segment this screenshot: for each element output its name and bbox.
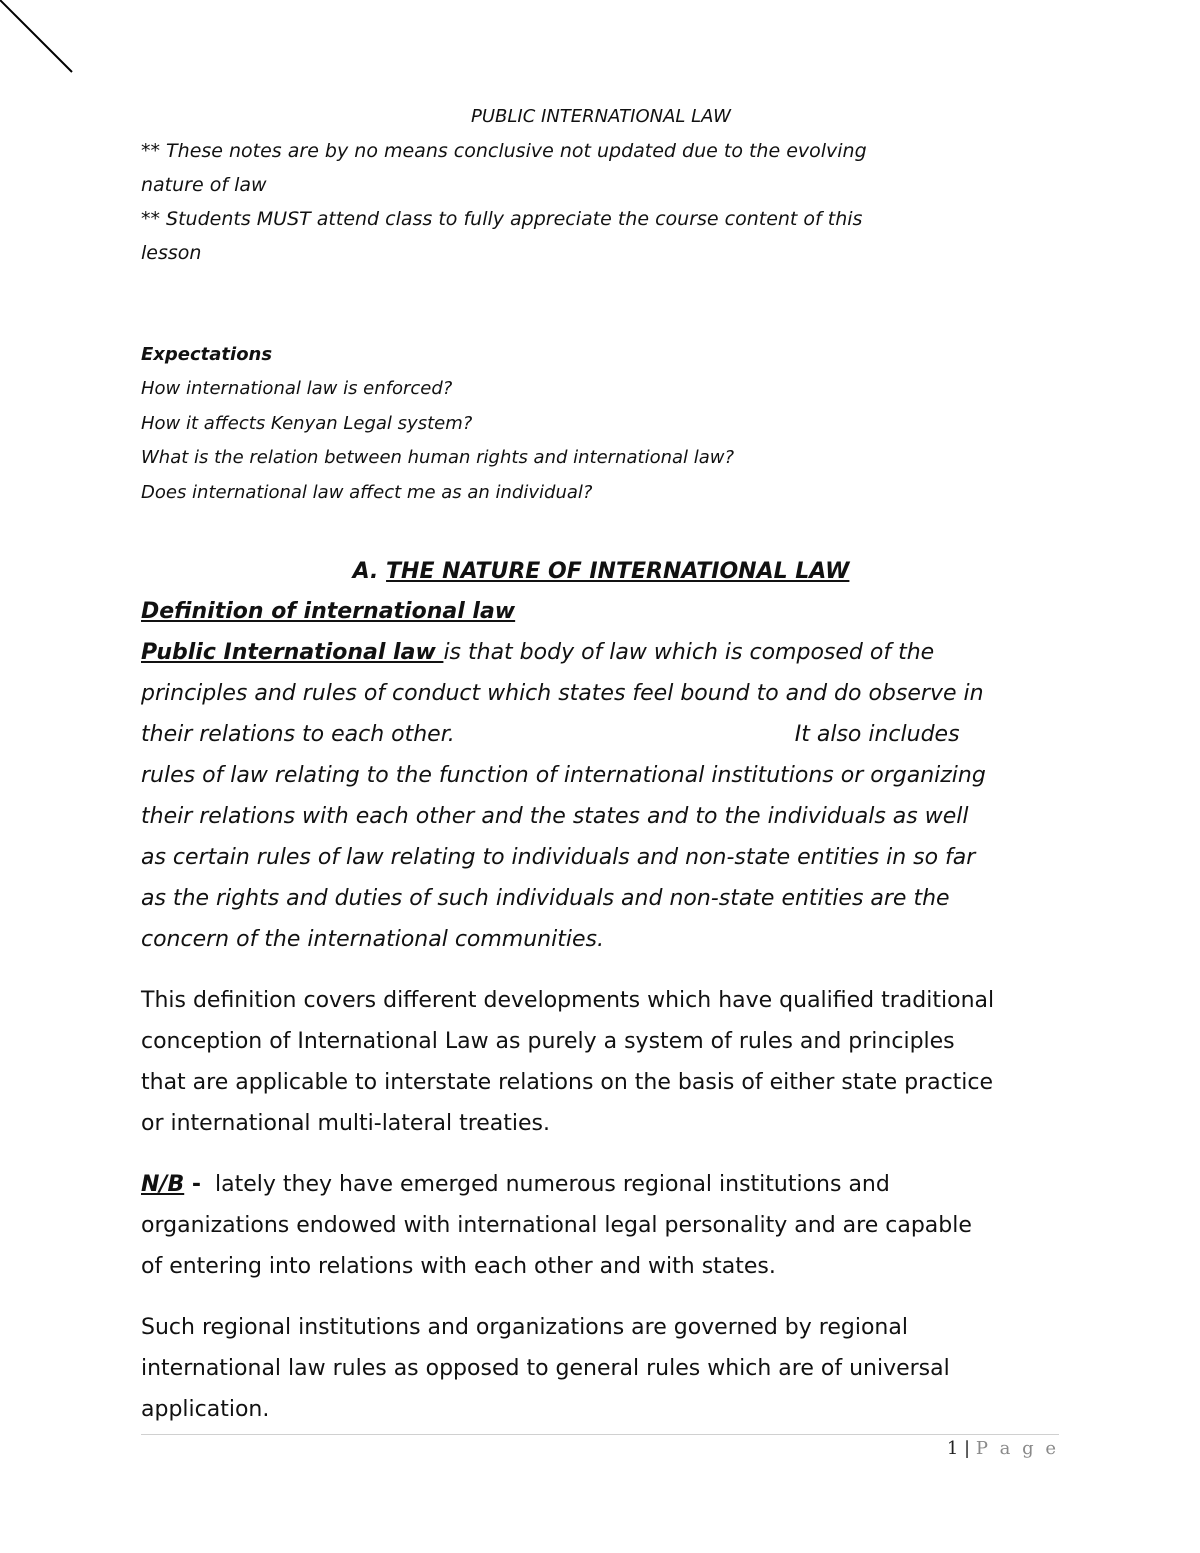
footer-divider — [141, 1434, 1059, 1435]
page-number: 1 — [946, 1438, 959, 1459]
definition-line — [141, 632, 1061, 673]
paragraph-line: or international multi-lateral treaties. — [141, 1111, 551, 1136]
page-word: P a g e — [975, 1438, 1059, 1459]
expectation-question: How international law is enforced? — [141, 378, 453, 399]
paragraph-line: Such regional institutions and organizations are governed by regional — [141, 1315, 908, 1340]
expectation-question: How it affects Kenyan Legal system? — [141, 412, 473, 434]
definition-line: concern of the international communities. — [141, 927, 604, 952]
paragraph-line: application. — [141, 1397, 270, 1422]
paragraph-line: This definition covers different developments which have qualified traditional — [141, 988, 995, 1013]
definition-line: principles and rules of conduct which states feel bound to and do observe in — [141, 681, 984, 706]
section-a-prefix: A. — [352, 559, 387, 584]
nb-dash: - — [184, 1172, 202, 1197]
expectations-heading: Expectations — [141, 344, 273, 365]
note-line-4: lesson — [141, 242, 202, 264]
expectation-question: What is the relation between human rights and international law? — [141, 447, 735, 468]
note-line-2: nature of law — [141, 174, 267, 196]
paragraph-text: lately they have emerged numerous regional institutions and — [201, 1172, 890, 1197]
paragraph-line: of entering into relations with each other and with states. — [141, 1254, 776, 1279]
definition-text: is that body of law which is composed of the — [443, 640, 935, 665]
definition-line: as certain rules of law relating to individuals and non-state entities in so far — [141, 845, 976, 870]
corner-diagonal-line — [0, 0, 80, 80]
spacer — [141, 270, 1061, 338]
page-footer — [947, 1438, 1059, 1459]
definition-line: rules of law relating to the function of international institutions or organizing — [141, 763, 986, 788]
nb-label: N/B — [141, 1172, 185, 1197]
paragraph-line: organizations endowed with international legal personality and are capable — [141, 1213, 972, 1238]
definition-text: their relations to each other. — [141, 722, 455, 747]
section-a-heading — [141, 552, 1061, 592]
definition-body — [141, 632, 1061, 960]
definition-line — [141, 714, 1061, 755]
definition-line: their relations with each other and the states and to the individuals as well — [141, 804, 969, 829]
definition-line: as the rights and duties of such individuals and non-state entities are the — [141, 886, 950, 911]
definition-text: It also includes — [794, 722, 960, 747]
paragraph-line: conception of International Law as purely a system of rules and principles — [141, 1029, 955, 1054]
paragraph-line — [141, 1164, 1061, 1205]
paragraph-line: that are applicable to interstate relations on the basis of either state practice — [141, 1070, 994, 1095]
document-title: PUBLIC INTERNATIONAL LAW — [471, 106, 731, 127]
paragraph-regional-institutions — [141, 1307, 1061, 1430]
footer-separator: | — [958, 1438, 976, 1459]
definition-heading: Definition of international law — [141, 599, 516, 624]
note-line-1: ** These notes are by no means conclusive not updated due to the evolving — [141, 140, 867, 162]
note-line-3: ** Students MUST attend class to fully appreciate the course content of this — [141, 208, 863, 230]
paragraph-nb — [141, 1164, 1061, 1287]
expectation-question: Does international law affect me as an individual? — [141, 481, 593, 503]
page-content — [141, 100, 1061, 1430]
paragraph-definition-coverage — [141, 980, 1061, 1144]
definition-term: Public International law — [141, 640, 444, 665]
section-a-title: THE NATURE OF INTERNATIONAL LAW — [386, 559, 850, 584]
paragraph-line: international law rules as opposed to general rules which are of universal — [141, 1356, 950, 1381]
